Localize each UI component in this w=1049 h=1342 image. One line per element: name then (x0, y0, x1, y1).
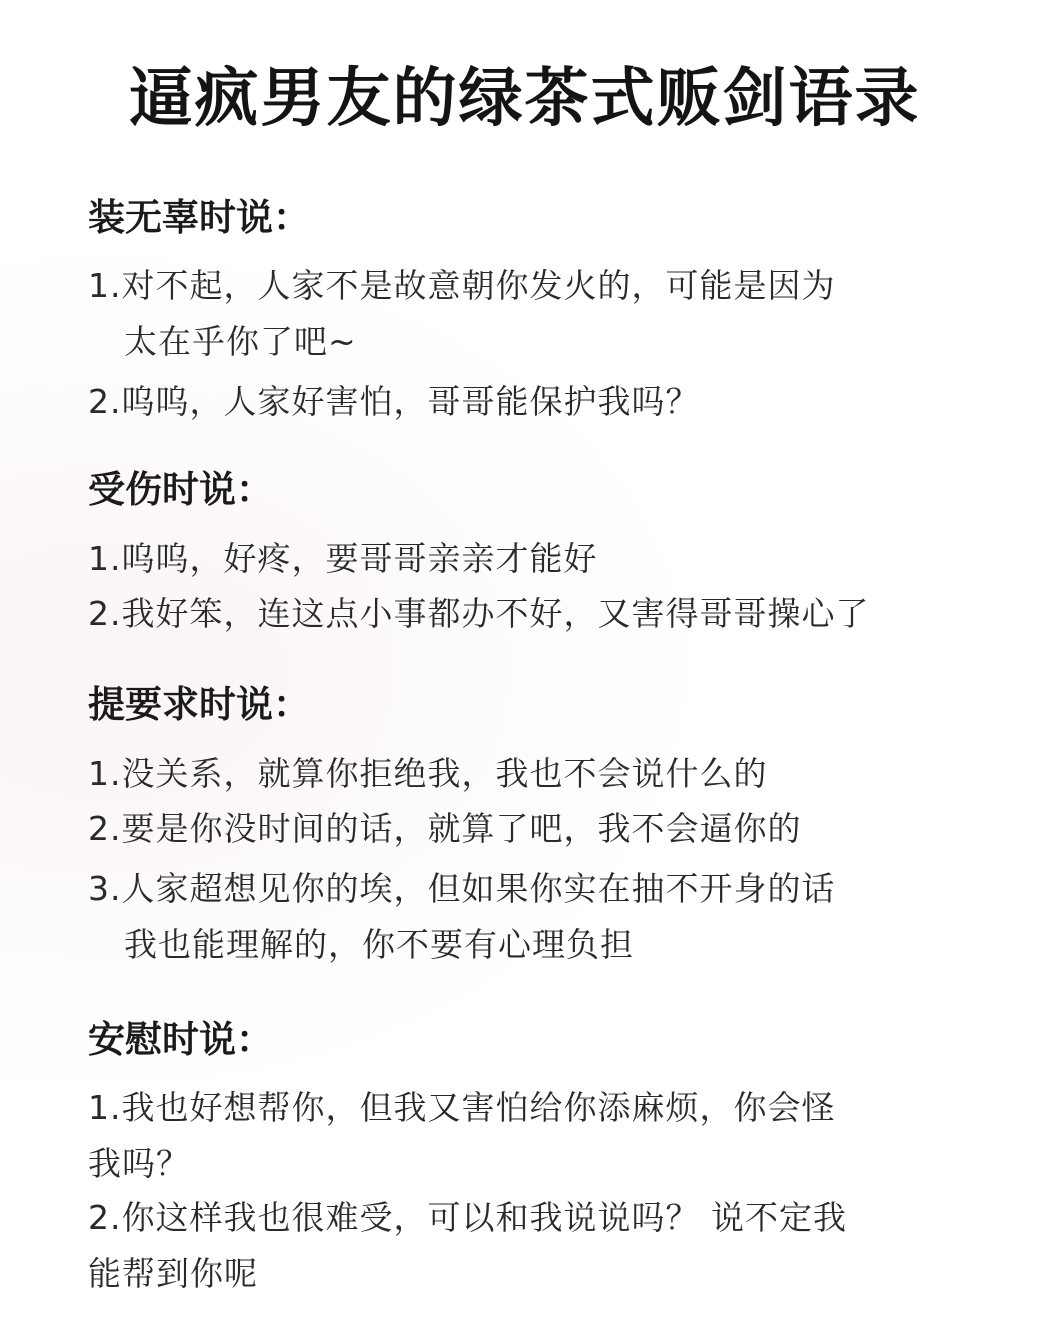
list-item (88, 801, 988, 857)
list-item (88, 1190, 988, 1302)
list-item (88, 746, 988, 802)
section-heading-comfort: 安慰时说： (88, 1018, 273, 1061)
list-item (88, 531, 988, 587)
section-heading-innocent: 装无辜时说： (88, 196, 310, 239)
list-item-line: 2.要是你没时间的话，就算了吧，我不会逼你的 (88, 809, 802, 848)
list-item-continuation: 我也能理解的，你不要有心理负担 (124, 925, 634, 964)
section-heading-hurt: 受伤时说： (88, 468, 273, 511)
list-item-line: 2.呜呜，人家好害怕，哥哥能保护我吗？ (88, 382, 700, 421)
list-item-line: 1.对不起，人家不是故意朝你发火的，可能是因为 (88, 266, 836, 305)
list-item-line: 1.我也好想帮你，但我又害怕给你添麻烦，你会怪 (88, 1088, 836, 1127)
list-item-line: 1.没关系，就算你拒绝我，我也不会说什么的 (88, 754, 768, 793)
list-item-line: 2.我好笨，连这点小事都办不好，又害得哥哥操心了 (88, 594, 870, 633)
list-item-line: 1.呜呜，好疼，要哥哥亲亲才能好 (88, 539, 598, 578)
list-item (88, 374, 988, 430)
list-item (88, 1080, 988, 1192)
page-title: 逼疯男友的绿茶式贩剑语录 (128, 61, 921, 136)
list-item (88, 586, 988, 642)
list-item-line: 2.你这样我也很难受，可以和我说说吗？ 说不定我 (88, 1198, 847, 1237)
list-item-continuation: 能帮到你呢 (88, 1254, 258, 1293)
section-heading-request: 提要求时说： (88, 683, 310, 726)
list-item (88, 258, 988, 370)
list-item (88, 861, 988, 973)
list-item-line: 3.人家超想见你的埃，但如果你实在抽不开身的话 (88, 869, 836, 908)
list-item-continuation: 太在乎你了吧~ (124, 322, 357, 361)
list-item-continuation: 我吗？ (88, 1144, 190, 1183)
